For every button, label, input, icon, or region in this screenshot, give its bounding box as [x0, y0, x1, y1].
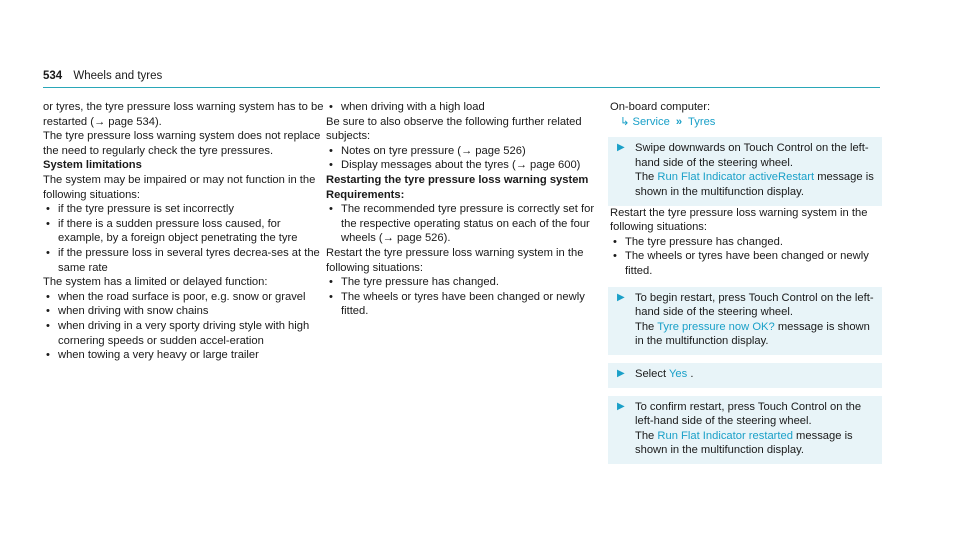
situations-list [326, 275, 596, 319]
column-2 [326, 100, 596, 319]
play-arrow-icon: ▶ [617, 400, 625, 412]
step-text: To begin restart, press Touch Control on the left-hand side of the steering wheel. [635, 291, 874, 319]
step-text: Swipe downwards on Touch Control on the left-hand side of the steering wheel. [635, 142, 869, 169]
delayed-intro: The system has a limited or delayed function: [43, 276, 268, 289]
restart-intro: Restart the tyre pressure loss warning system in the following situations: [610, 206, 868, 234]
list-item: • The tyre pressure has changed. [326, 275, 596, 290]
requirements-list [326, 202, 596, 246]
step-text: Select Yes . [635, 367, 694, 380]
intro-paragraph: or tyres, the tyre pressure loss warning system has to be restarted (→ page 534). [43, 101, 324, 128]
instruction-step [608, 137, 882, 205]
list-item: • when driving with a high load [326, 100, 596, 115]
option-yes: Yes [669, 367, 688, 380]
step-result: The Run Flat Indicator restarted message is shown in the multifunction display. [635, 429, 853, 457]
list-item: • The wheels or tyres have been changed or newly fitted. [610, 249, 882, 278]
play-arrow-icon: ▶ [617, 367, 625, 379]
requirements-heading: Requirements: [326, 188, 405, 201]
play-arrow-icon: ▶ [617, 291, 625, 303]
menu-service: Service [632, 115, 670, 128]
display-message: Tyre pressure now OK? [657, 320, 775, 333]
list-item: • if there is a sudden pressure loss caused, for example, by a foreign object penetrating the tyre [43, 217, 328, 246]
list-item: • when the road surface is poor, e.g. snow or gravel [43, 290, 328, 305]
list-item: • if the pressure loss in several tyres decrea-ses at the same rate [43, 246, 328, 275]
step-result: The Run Flat Indicator activeRestart message is shown in the multifunction display. [635, 171, 874, 198]
onboard-computer-label: On-board computer: [610, 101, 711, 113]
system-limitations-heading: System limitations [43, 159, 142, 172]
page-header [43, 70, 162, 82]
column-3 [610, 100, 882, 464]
list-item: • if the tyre pressure is set incorrectly [43, 202, 328, 217]
display-message: Run Flat Indicator activeRestart [657, 171, 815, 184]
menu-path [610, 115, 882, 130]
list-item: • when driving with snow chains [43, 304, 328, 319]
instruction-step [608, 287, 882, 355]
list-item: • when towing a very heavy or large trailer [43, 348, 328, 363]
chevron-right-icon: » [675, 115, 683, 128]
step-text: To confirm restart, press Touch Control on the left-hand side of the steering wheel. [635, 400, 862, 428]
limitations-list [43, 202, 328, 275]
list-item: • Display messages about the tyres (→ page 600) [326, 158, 596, 173]
delayed-list [43, 290, 328, 363]
play-arrow-icon: ▶ [617, 142, 625, 154]
list-item: • The recommended tyre pressure is correctly set for the respective operating status on each of the four wheels (→ page 526). [326, 202, 596, 246]
intro-paragraph-2: The tyre pressure loss warning system does not replace the need to regularly check the tyre pressures. [43, 130, 321, 157]
display-message: Run Flat Indicator restarted [657, 429, 793, 442]
instruction-step [608, 363, 882, 388]
menu-arrow-icon: ↳ [620, 115, 630, 128]
restart-situations-list [610, 235, 882, 279]
situations-intro: Restart the tyre pressure loss warning system in the following situations: [326, 246, 584, 274]
section-title: Wheels and tyres [73, 70, 163, 82]
limitations-intro: The system may be impaired or may not function in the following situations: [43, 173, 316, 201]
restart-heading: Restarting the tyre pressure loss warning system [326, 173, 589, 186]
menu-tyres: Tyres [688, 115, 716, 128]
list-item: • when driving in a very sporty driving style with high cornering speeds or sudden accel-eration [43, 319, 328, 348]
header-rule [43, 87, 880, 88]
instruction-step [608, 396, 882, 464]
observe-intro: Be sure to also observe the following further related subjects: [326, 115, 582, 143]
step-result: The Tyre pressure now OK? message is shown in the multifunction display. [635, 320, 870, 348]
page-number: 534 [43, 70, 63, 82]
column-1 [43, 100, 328, 363]
list-item: • The tyre pressure has changed. [610, 235, 882, 250]
related-subjects-list [326, 144, 596, 173]
delayed-list-continued [326, 100, 596, 115]
list-item: • Notes on tyre pressure (→ page 526) [326, 144, 596, 159]
list-item: • The wheels or tyres have been changed or newly fitted. [326, 290, 596, 319]
